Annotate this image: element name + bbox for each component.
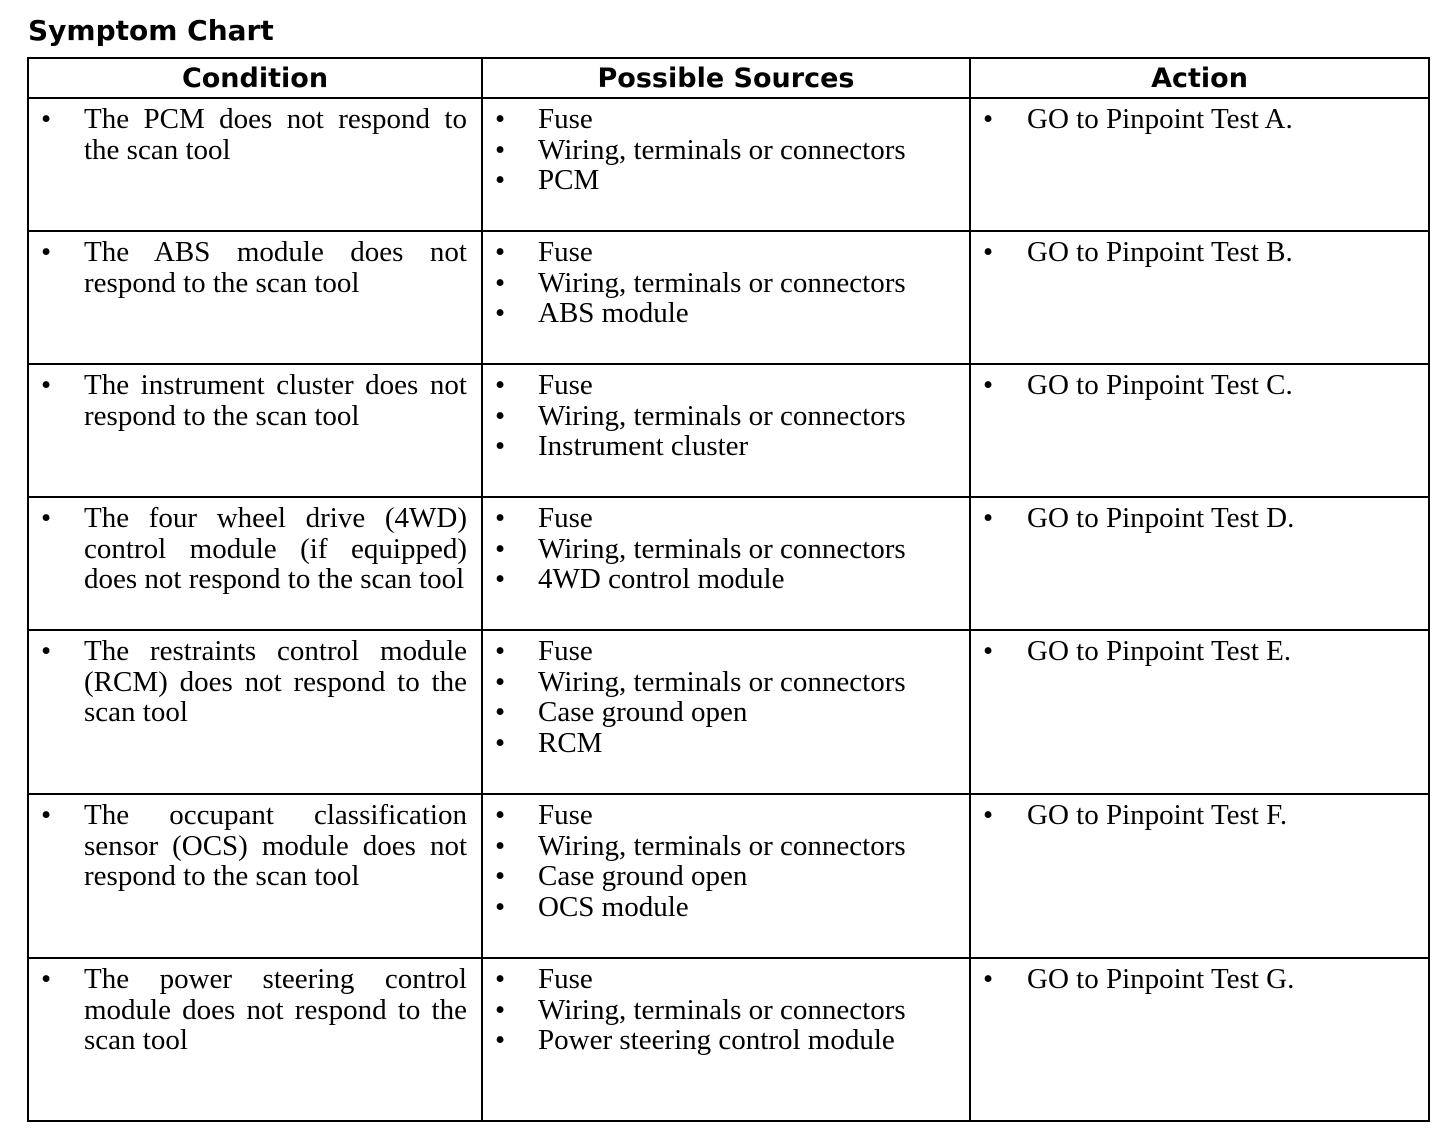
possible-source-item: • Wiring, terminals or connectors <box>483 534 969 565</box>
table-row <box>28 630 1429 794</box>
possible-source-item: • Fuse <box>483 237 969 268</box>
condition-text: • The PCM does not respond to the scan tool <box>29 104 481 165</box>
condition-cell <box>28 231 482 364</box>
action-text: • GO to Pinpoint Test G. <box>971 964 1428 995</box>
condition-cell <box>28 364 482 497</box>
possible-source-item: • 4WD control module <box>483 564 969 595</box>
condition-text: • The restraints control module (RCM) does not respond to the scan tool <box>29 636 481 728</box>
possible-source-item: • PCM <box>483 165 969 196</box>
table-row <box>28 497 1429 630</box>
possible-source-item: • Case ground open <box>483 697 969 728</box>
possible-source-item: • Fuse <box>483 104 969 135</box>
action-text: • GO to Pinpoint Test D. <box>971 503 1428 534</box>
condition-text: • The power steering control module does not respond to the scan tool <box>29 964 481 1056</box>
column-header-sources: Possible Sources <box>482 58 970 98</box>
symptom-chart-table <box>27 57 1430 1122</box>
column-header-condition: Condition <box>28 58 482 98</box>
page-title: Symptom Chart <box>28 14 274 47</box>
possible-source-item: • Fuse <box>483 800 969 831</box>
possible-sources-cell <box>482 98 970 231</box>
possible-source-item: • Fuse <box>483 503 969 534</box>
action-text: • GO to Pinpoint Test E. <box>971 636 1428 667</box>
possible-source-item: • Fuse <box>483 964 969 995</box>
table-row <box>28 231 1429 364</box>
action-cell <box>970 630 1429 794</box>
possible-source-item: • Wiring, terminals or connectors <box>483 268 969 299</box>
action-cell <box>970 98 1429 231</box>
possible-sources-cell <box>482 958 970 1121</box>
possible-source-item: • Wiring, terminals or connectors <box>483 995 969 1026</box>
table-row <box>28 958 1429 1121</box>
action-cell <box>970 231 1429 364</box>
action-text: • GO to Pinpoint Test C. <box>971 370 1428 401</box>
possible-sources-cell <box>482 794 970 958</box>
action-cell <box>970 364 1429 497</box>
possible-source-item: • Case ground open <box>483 861 969 892</box>
table-row <box>28 794 1429 958</box>
action-cell <box>970 958 1429 1121</box>
condition-cell <box>28 497 482 630</box>
possible-sources-cell <box>482 364 970 497</box>
condition-cell <box>28 630 482 794</box>
possible-source-item: • Wiring, terminals or connectors <box>483 667 969 698</box>
possible-source-item: • Fuse <box>483 370 969 401</box>
table-row <box>28 98 1429 231</box>
table-header-row <box>28 58 1429 98</box>
action-cell <box>970 497 1429 630</box>
condition-cell <box>28 98 482 231</box>
possible-source-item: • Wiring, terminals or connectors <box>483 831 969 862</box>
possible-source-item: • Wiring, terminals or connectors <box>483 401 969 432</box>
possible-sources-cell <box>482 630 970 794</box>
possible-source-item: • ABS module <box>483 298 969 329</box>
action-text: • GO to Pinpoint Test A. <box>971 104 1428 135</box>
table-row <box>28 364 1429 497</box>
action-cell <box>970 794 1429 958</box>
possible-sources-cell <box>482 497 970 630</box>
condition-text: • The four wheel drive (4WD) control module (if equipped) does not respond to the scan tool <box>29 503 481 595</box>
action-text: • GO to Pinpoint Test F. <box>971 800 1428 831</box>
table-body <box>28 98 1429 1121</box>
condition-text: • The instrument cluster does not respond to the scan tool <box>29 370 481 431</box>
action-text: • GO to Pinpoint Test B. <box>971 237 1428 268</box>
condition-text: • The ABS module does not respond to the scan tool <box>29 237 481 298</box>
condition-cell <box>28 794 482 958</box>
possible-source-item: • Wiring, terminals or connectors <box>483 135 969 166</box>
possible-sources-cell <box>482 231 970 364</box>
possible-source-item: • RCM <box>483 728 969 759</box>
possible-source-item: • Instrument cluster <box>483 431 969 462</box>
possible-source-item: • Fuse <box>483 636 969 667</box>
condition-text: • The occupant classification sensor (OCS) module does not respond to the scan tool <box>29 800 481 892</box>
possible-source-item: • Power steering control module <box>483 1025 969 1056</box>
column-header-action: Action <box>970 58 1429 98</box>
condition-cell <box>28 958 482 1121</box>
possible-source-item: • OCS module <box>483 892 969 923</box>
